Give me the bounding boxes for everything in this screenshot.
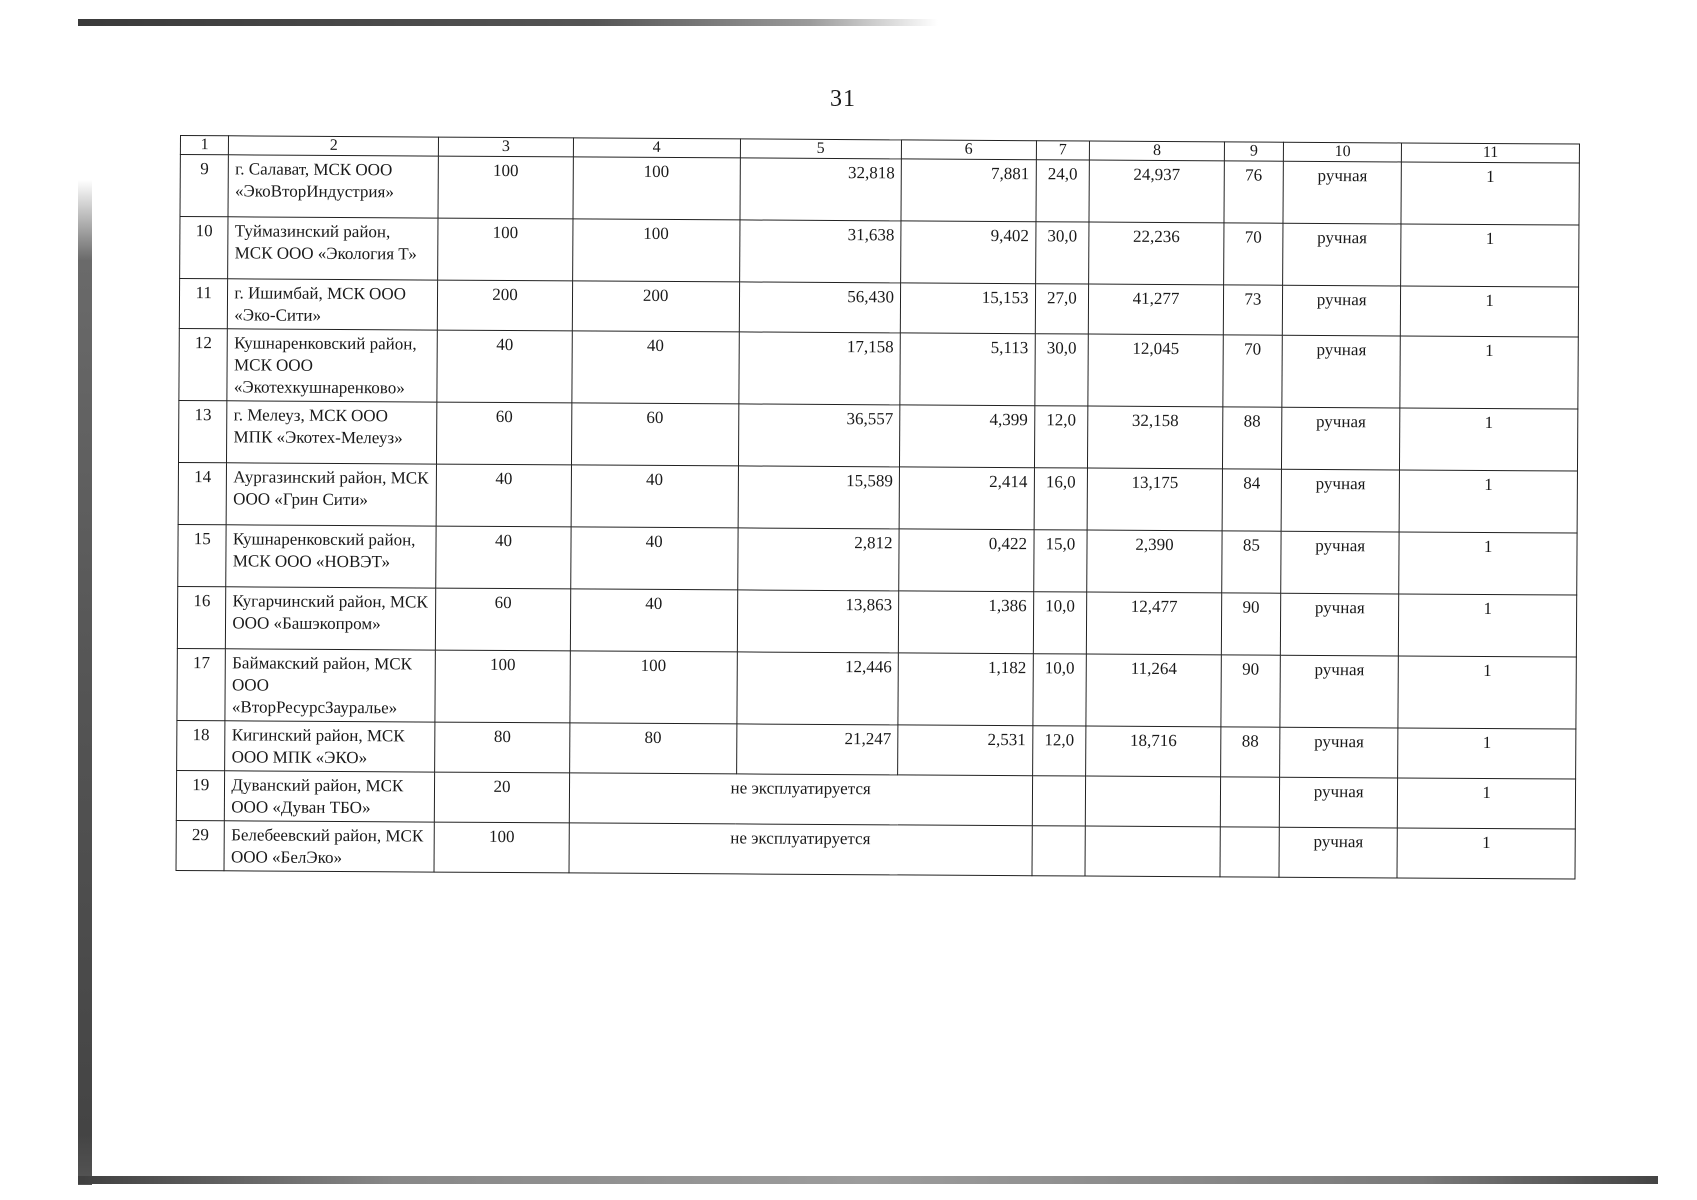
cell-col7: 27,0 [1035, 284, 1089, 334]
cell-col3: 100 [438, 156, 573, 219]
cell-col8: 12,477 [1087, 592, 1222, 655]
table-row [177, 720, 1576, 779]
row-number: 29 [176, 820, 225, 870]
cell-col6: 0,422 [899, 529, 1034, 592]
facility-name: г. Салават, МСК ООО «ЭкоВторИндустрия» [228, 155, 438, 218]
empty-cell [1086, 776, 1221, 827]
cell-col6: 7,881 [901, 159, 1036, 222]
cell-col11: 1 [1399, 594, 1577, 657]
table-row-inactive [176, 770, 1575, 829]
scan-edge-left [78, 180, 92, 1185]
row-number: 16 [177, 586, 226, 648]
cell-col4: 100 [570, 651, 737, 724]
facility-name: Баймакский район, МСК ООО «ВторРесурсЗауралье» [225, 649, 435, 722]
cell-method: ручная [1283, 161, 1402, 224]
cell-method: ручная [1280, 655, 1399, 728]
table-row [178, 462, 1577, 533]
table-row [177, 586, 1576, 657]
cell-col9: 70 [1223, 223, 1283, 285]
empty-cell [1032, 776, 1086, 826]
cell-method: ручная [1281, 407, 1400, 470]
cell-col9: 73 [1223, 285, 1282, 335]
cell-method: ручная [1282, 285, 1401, 336]
cell-col5: 17,158 [738, 332, 900, 405]
scan-edge-top [78, 19, 938, 26]
cell-col5: 2,812 [737, 528, 899, 591]
cell-col7: 16,0 [1034, 468, 1088, 530]
row-number: 9 [180, 155, 229, 217]
cell-col7: 10,0 [1033, 592, 1087, 654]
table-row [178, 524, 1577, 595]
cell-col7: 15,0 [1033, 530, 1087, 592]
facility-name: Туймазинский район, МСК ООО «Экология Т» [228, 217, 438, 280]
table-row [179, 328, 1578, 409]
cell-col4: 200 [572, 281, 739, 332]
row-number: 12 [179, 328, 228, 400]
cell-col6: 2,414 [899, 467, 1034, 530]
cell-col3: 40 [436, 526, 571, 589]
page-number: 31 [830, 86, 856, 112]
cell-method: ручная [1283, 223, 1402, 286]
column-header: 9 [1224, 142, 1283, 161]
table-row-inactive [176, 820, 1575, 879]
cell-col8: 22,236 [1089, 222, 1224, 285]
cell-col11: 1 [1400, 336, 1578, 409]
cell-col5: 12,446 [736, 652, 898, 725]
cell-method: ручная [1281, 531, 1400, 594]
cell-col6: 1,386 [898, 591, 1033, 654]
cell-col3: 20 [435, 772, 570, 823]
cell-col11: 1 [1398, 656, 1576, 729]
cell-col8: 32,158 [1088, 406, 1223, 469]
cell-col11: 1 [1399, 532, 1577, 595]
cell-col3: 200 [438, 280, 573, 331]
facility-name: Белебеевский район, МСК ООО «БелЭко» [224, 821, 434, 872]
cell-col9: 88 [1222, 407, 1282, 469]
facility-name: Дуванский район, МСК ООО «Дуван ТБО» [225, 771, 435, 822]
empty-cell [1032, 826, 1086, 876]
column-header: 6 [901, 140, 1036, 160]
cell-col6: 9,402 [901, 221, 1036, 284]
row-number: 19 [176, 770, 225, 820]
cell-col8: 13,175 [1087, 468, 1222, 531]
column-header: 1 [180, 136, 229, 155]
cell-col7: 30,0 [1035, 222, 1089, 284]
cell-col9: 90 [1221, 593, 1281, 655]
cell-col9: 76 [1224, 161, 1284, 223]
cell-col8: 24,937 [1089, 160, 1224, 223]
cell-col3: 60 [436, 588, 571, 651]
cell-method: ручная [1281, 469, 1400, 532]
column-header: 4 [573, 138, 740, 158]
row-number: 18 [177, 720, 226, 770]
waste-facilities-table [176, 135, 1580, 880]
cell-col5: 13,863 [737, 590, 899, 653]
cell-col3: 100 [435, 650, 570, 723]
cell-col3: 80 [435, 722, 570, 773]
empty-cell [1220, 827, 1279, 877]
cell-col5: 15,589 [738, 466, 900, 529]
cell-col8: 41,277 [1089, 284, 1224, 335]
table-row [177, 648, 1576, 729]
cell-col8: 18,716 [1086, 726, 1221, 777]
cell-col4: 80 [569, 723, 736, 774]
row-number: 10 [180, 217, 229, 279]
facility-name: г. Мелеуз, МСК ООО МПК «Экотех-Мелеуз» [227, 401, 437, 464]
column-header: 11 [1402, 143, 1580, 163]
cell-col11: 1 [1401, 162, 1579, 225]
facility-name: Аургазинский район, МСК ООО «Грин Сити» [227, 463, 437, 526]
cell-col11: 1 [1397, 828, 1575, 879]
row-number: 11 [179, 279, 228, 329]
cell-col11: 1 [1398, 778, 1576, 829]
cell-col4: 40 [570, 589, 737, 652]
cell-col4: 40 [572, 331, 739, 404]
cell-col8: 11,264 [1086, 654, 1221, 727]
cell-col3: 60 [437, 402, 572, 465]
empty-cell [1220, 777, 1279, 827]
cell-col7: 12,0 [1032, 726, 1086, 776]
cell-col3: 100 [438, 218, 573, 281]
column-header: 5 [740, 139, 902, 159]
column-header: 3 [439, 137, 574, 157]
column-header: 10 [1283, 142, 1401, 162]
facility-name: Кигинский район, МСК ООО МПК «ЭКО» [225, 721, 435, 772]
facility-name: Кугарчинский район, МСК ООО «Башэкопром» [226, 587, 436, 650]
row-number: 15 [178, 524, 227, 586]
cell-col3: 40 [436, 464, 571, 527]
cell-method: ручная [1279, 777, 1398, 828]
cell-col7: 30,0 [1034, 334, 1088, 406]
cell-col9: 84 [1222, 469, 1282, 531]
cell-col5: 56,430 [739, 282, 901, 333]
cell-col7: 24,0 [1036, 160, 1090, 222]
table-row [178, 400, 1577, 471]
empty-cell [1085, 826, 1220, 877]
cell-col7: 12,0 [1034, 406, 1088, 468]
cell-col5: 31,638 [739, 220, 901, 283]
facility-name: Кушнаренковский район, МСК ООО «Экотехкушнаренково» [227, 329, 437, 402]
cell-method: ручная [1280, 727, 1399, 778]
column-header: 8 [1090, 141, 1225, 161]
cell-method: ручная [1279, 827, 1398, 878]
cell-col5: 32,818 [740, 158, 902, 221]
status-not-operated: не эксплуатируется [569, 773, 1032, 826]
status-not-operated: не эксплуатируется [569, 823, 1032, 876]
cell-col5: 36,557 [738, 404, 900, 467]
cell-col4: 40 [571, 465, 738, 528]
cell-col9: 85 [1222, 531, 1282, 593]
cell-col9: 90 [1221, 655, 1281, 727]
cell-method: ручная [1282, 335, 1401, 408]
cell-col11: 1 [1401, 224, 1579, 287]
cell-col7: 10,0 [1032, 654, 1086, 726]
cell-col4: 60 [571, 403, 738, 466]
cell-col6: 4,399 [899, 405, 1034, 468]
cell-col4: 100 [572, 219, 739, 282]
cell-col8: 12,045 [1088, 334, 1223, 407]
cell-col4: 100 [573, 157, 740, 220]
cell-col9: 70 [1223, 335, 1283, 407]
cell-col11: 1 [1398, 728, 1576, 779]
scan-edge-bottom [78, 1176, 1658, 1184]
cell-col4: 40 [571, 527, 738, 590]
row-number: 17 [177, 648, 226, 720]
column-header: 2 [229, 136, 439, 156]
cell-col6: 1,182 [898, 653, 1033, 726]
cell-method: ручная [1280, 593, 1399, 656]
table-row [180, 155, 1579, 226]
cell-col9: 88 [1220, 727, 1279, 777]
column-header: 7 [1036, 141, 1090, 160]
facility-name: Кушнаренковский район, МСК ООО «НОВЭТ» [226, 525, 436, 588]
cell-col3: 100 [434, 822, 569, 873]
cell-col11: 1 [1399, 470, 1577, 533]
cell-col6: 15,153 [900, 283, 1035, 334]
facility-name: г. Ишимбай, МСК ООО «Эко-Сити» [228, 279, 438, 330]
row-number: 14 [178, 462, 227, 524]
cell-col6: 2,531 [898, 725, 1033, 776]
cell-col11: 1 [1401, 286, 1579, 337]
cell-col8: 2,390 [1087, 530, 1222, 593]
cell-col3: 40 [437, 330, 572, 403]
table-row [180, 217, 1579, 288]
cell-col5: 21,247 [736, 724, 898, 775]
cell-col11: 1 [1400, 408, 1578, 471]
row-number: 13 [178, 400, 227, 462]
table-row [179, 279, 1578, 338]
cell-col6: 5,113 [900, 333, 1035, 406]
